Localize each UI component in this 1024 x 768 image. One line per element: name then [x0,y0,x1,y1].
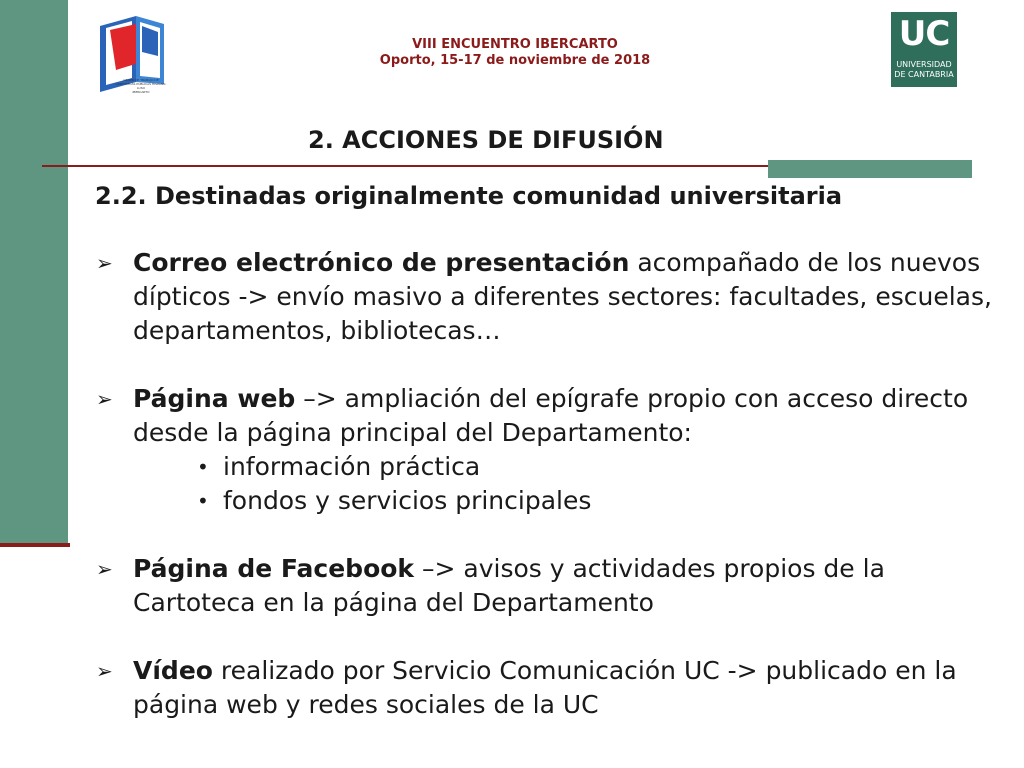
bullet-bold: Correo electrónico de presentación [133,248,630,277]
section-title: 2. ACCIONES DE DIFUSIÓN [308,126,664,154]
sub-bullet-item [197,484,1001,518]
ibercarto-logo-caption-3: IBERCARTO [132,90,150,94]
sub-bullet-text: información práctica [223,452,481,481]
uc-logo-line1: UNIVERSIDAD [896,60,952,69]
arrow-bullet-icon: ➢ [96,387,113,411]
left-accent-line [0,543,70,547]
conference-header [300,37,730,69]
bullet-item-web [96,382,1001,518]
uc-logo-mark: UC [898,14,950,54]
bullet-text: –> ampliación del epígrafe propio con acceso directo desde la página principal del Departamento: [133,384,969,447]
uc-logo-line2: DE CANTABRIA [894,70,954,79]
uc-logo [891,12,957,87]
ibercarto-logo-caption-1: GRUPO DE TRABAJO DE [123,78,159,82]
bullet-bold: Página web [133,384,296,413]
arrow-bullet-icon: ➢ [96,251,113,275]
bullet-bold: Página de Facebook [133,554,415,583]
sub-bullet-item [197,450,1001,484]
bullet-item-facebook [96,552,1001,620]
arrow-bullet-icon: ➢ [96,659,113,683]
conference-name: VIII ENCUENTRO IBERCARTO [412,37,618,52]
dot-bullet-icon: • [197,489,209,513]
bullet-bold: Vídeo [133,656,213,685]
ibercarto-logo-caption-2: CARTOTECAS PÚBLICAS HISPANO-LUSO [115,82,167,90]
bullet-item-video [96,654,1001,722]
arrow-bullet-icon: ➢ [96,557,113,581]
subtitle: 2.2. Destinadas originalmente comunidad universitaria [95,182,843,210]
sub-bullet-list [197,450,1001,518]
left-accent-bar [0,0,68,546]
ibercarto-logo [96,12,168,94]
conference-place-date: Oporto, 15-17 de noviembre de 2018 [379,53,651,68]
bullet-text: acompañado de los nuevos dípticos -> envío masivo a diferentes sectores: facultades, escuelas, departamentos, bibliotecas… [133,248,992,345]
sub-bullet-text: fondos y servicios principales [223,486,592,515]
bullet-list [96,246,1001,756]
dot-bullet-icon: • [197,455,209,479]
title-rule-block [768,160,972,178]
bullet-text: realizado por Servicio Comunicación UC -> publicado en la página web y redes sociales de la UC [133,656,957,719]
bullet-text: –> avisos y actividades propios de la Cartoteca en la página del Departamento [133,554,885,617]
bullet-item-email [96,246,1001,348]
